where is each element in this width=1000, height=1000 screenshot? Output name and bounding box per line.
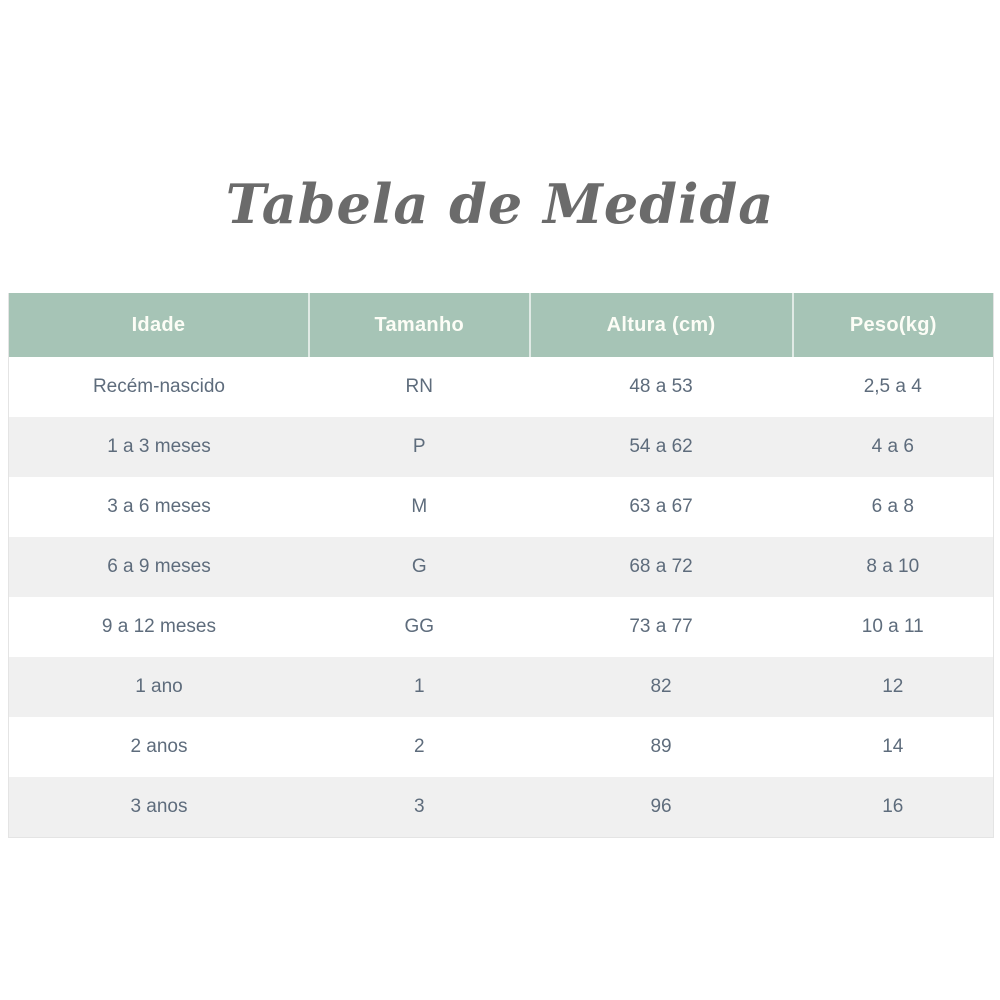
table-row <box>9 537 994 597</box>
cell-idade: 3 anos <box>9 777 309 838</box>
cell-altura: 96 <box>530 777 793 838</box>
cell-tamanho: P <box>309 417 530 477</box>
column-header-tamanho: Tamanho <box>309 293 530 357</box>
cell-tamanho: 3 <box>309 777 530 838</box>
page-title: Tabela de Medida <box>225 172 775 236</box>
cell-altura: 73 a 77 <box>530 597 793 657</box>
cell-peso: 14 <box>793 717 994 777</box>
cell-idade: Recém-nascido <box>9 357 309 417</box>
table-row <box>9 597 994 657</box>
cell-peso: 12 <box>793 657 994 717</box>
cell-peso: 2,5 a 4 <box>793 357 994 417</box>
cell-altura: 82 <box>530 657 793 717</box>
cell-idade: 1 ano <box>9 657 309 717</box>
cell-peso: 16 <box>793 777 994 838</box>
table-row <box>9 657 994 717</box>
cell-altura: 89 <box>530 717 793 777</box>
cell-tamanho: M <box>309 477 530 537</box>
cell-tamanho: RN <box>309 357 530 417</box>
column-header-peso: Peso(kg) <box>793 293 994 357</box>
column-header-altura: Altura (cm) <box>530 293 793 357</box>
cell-idade: 3 a 6 meses <box>9 477 309 537</box>
column-header-idade: Idade <box>9 293 309 357</box>
cell-peso: 6 a 8 <box>793 477 994 537</box>
cell-peso: 10 a 11 <box>793 597 994 657</box>
cell-altura: 48 a 53 <box>530 357 793 417</box>
size-table <box>8 293 994 838</box>
size-table-container <box>8 293 994 838</box>
cell-idade: 6 a 9 meses <box>9 537 309 597</box>
cell-tamanho: 2 <box>309 717 530 777</box>
table-row <box>9 417 994 477</box>
table-row <box>9 357 994 417</box>
cell-idade: 2 anos <box>9 717 309 777</box>
cell-altura: 54 a 62 <box>530 417 793 477</box>
cell-tamanho: GG <box>309 597 530 657</box>
table-row <box>9 717 994 777</box>
cell-peso: 4 a 6 <box>793 417 994 477</box>
cell-idade: 9 a 12 meses <box>9 597 309 657</box>
cell-altura: 63 a 67 <box>530 477 793 537</box>
cell-tamanho: 1 <box>309 657 530 717</box>
cell-idade: 1 a 3 meses <box>9 417 309 477</box>
cell-altura: 68 a 72 <box>530 537 793 597</box>
table-row <box>9 477 994 537</box>
cell-tamanho: G <box>309 537 530 597</box>
cell-peso: 8 a 10 <box>793 537 994 597</box>
table-row <box>9 777 994 838</box>
table-header-row <box>9 293 994 357</box>
